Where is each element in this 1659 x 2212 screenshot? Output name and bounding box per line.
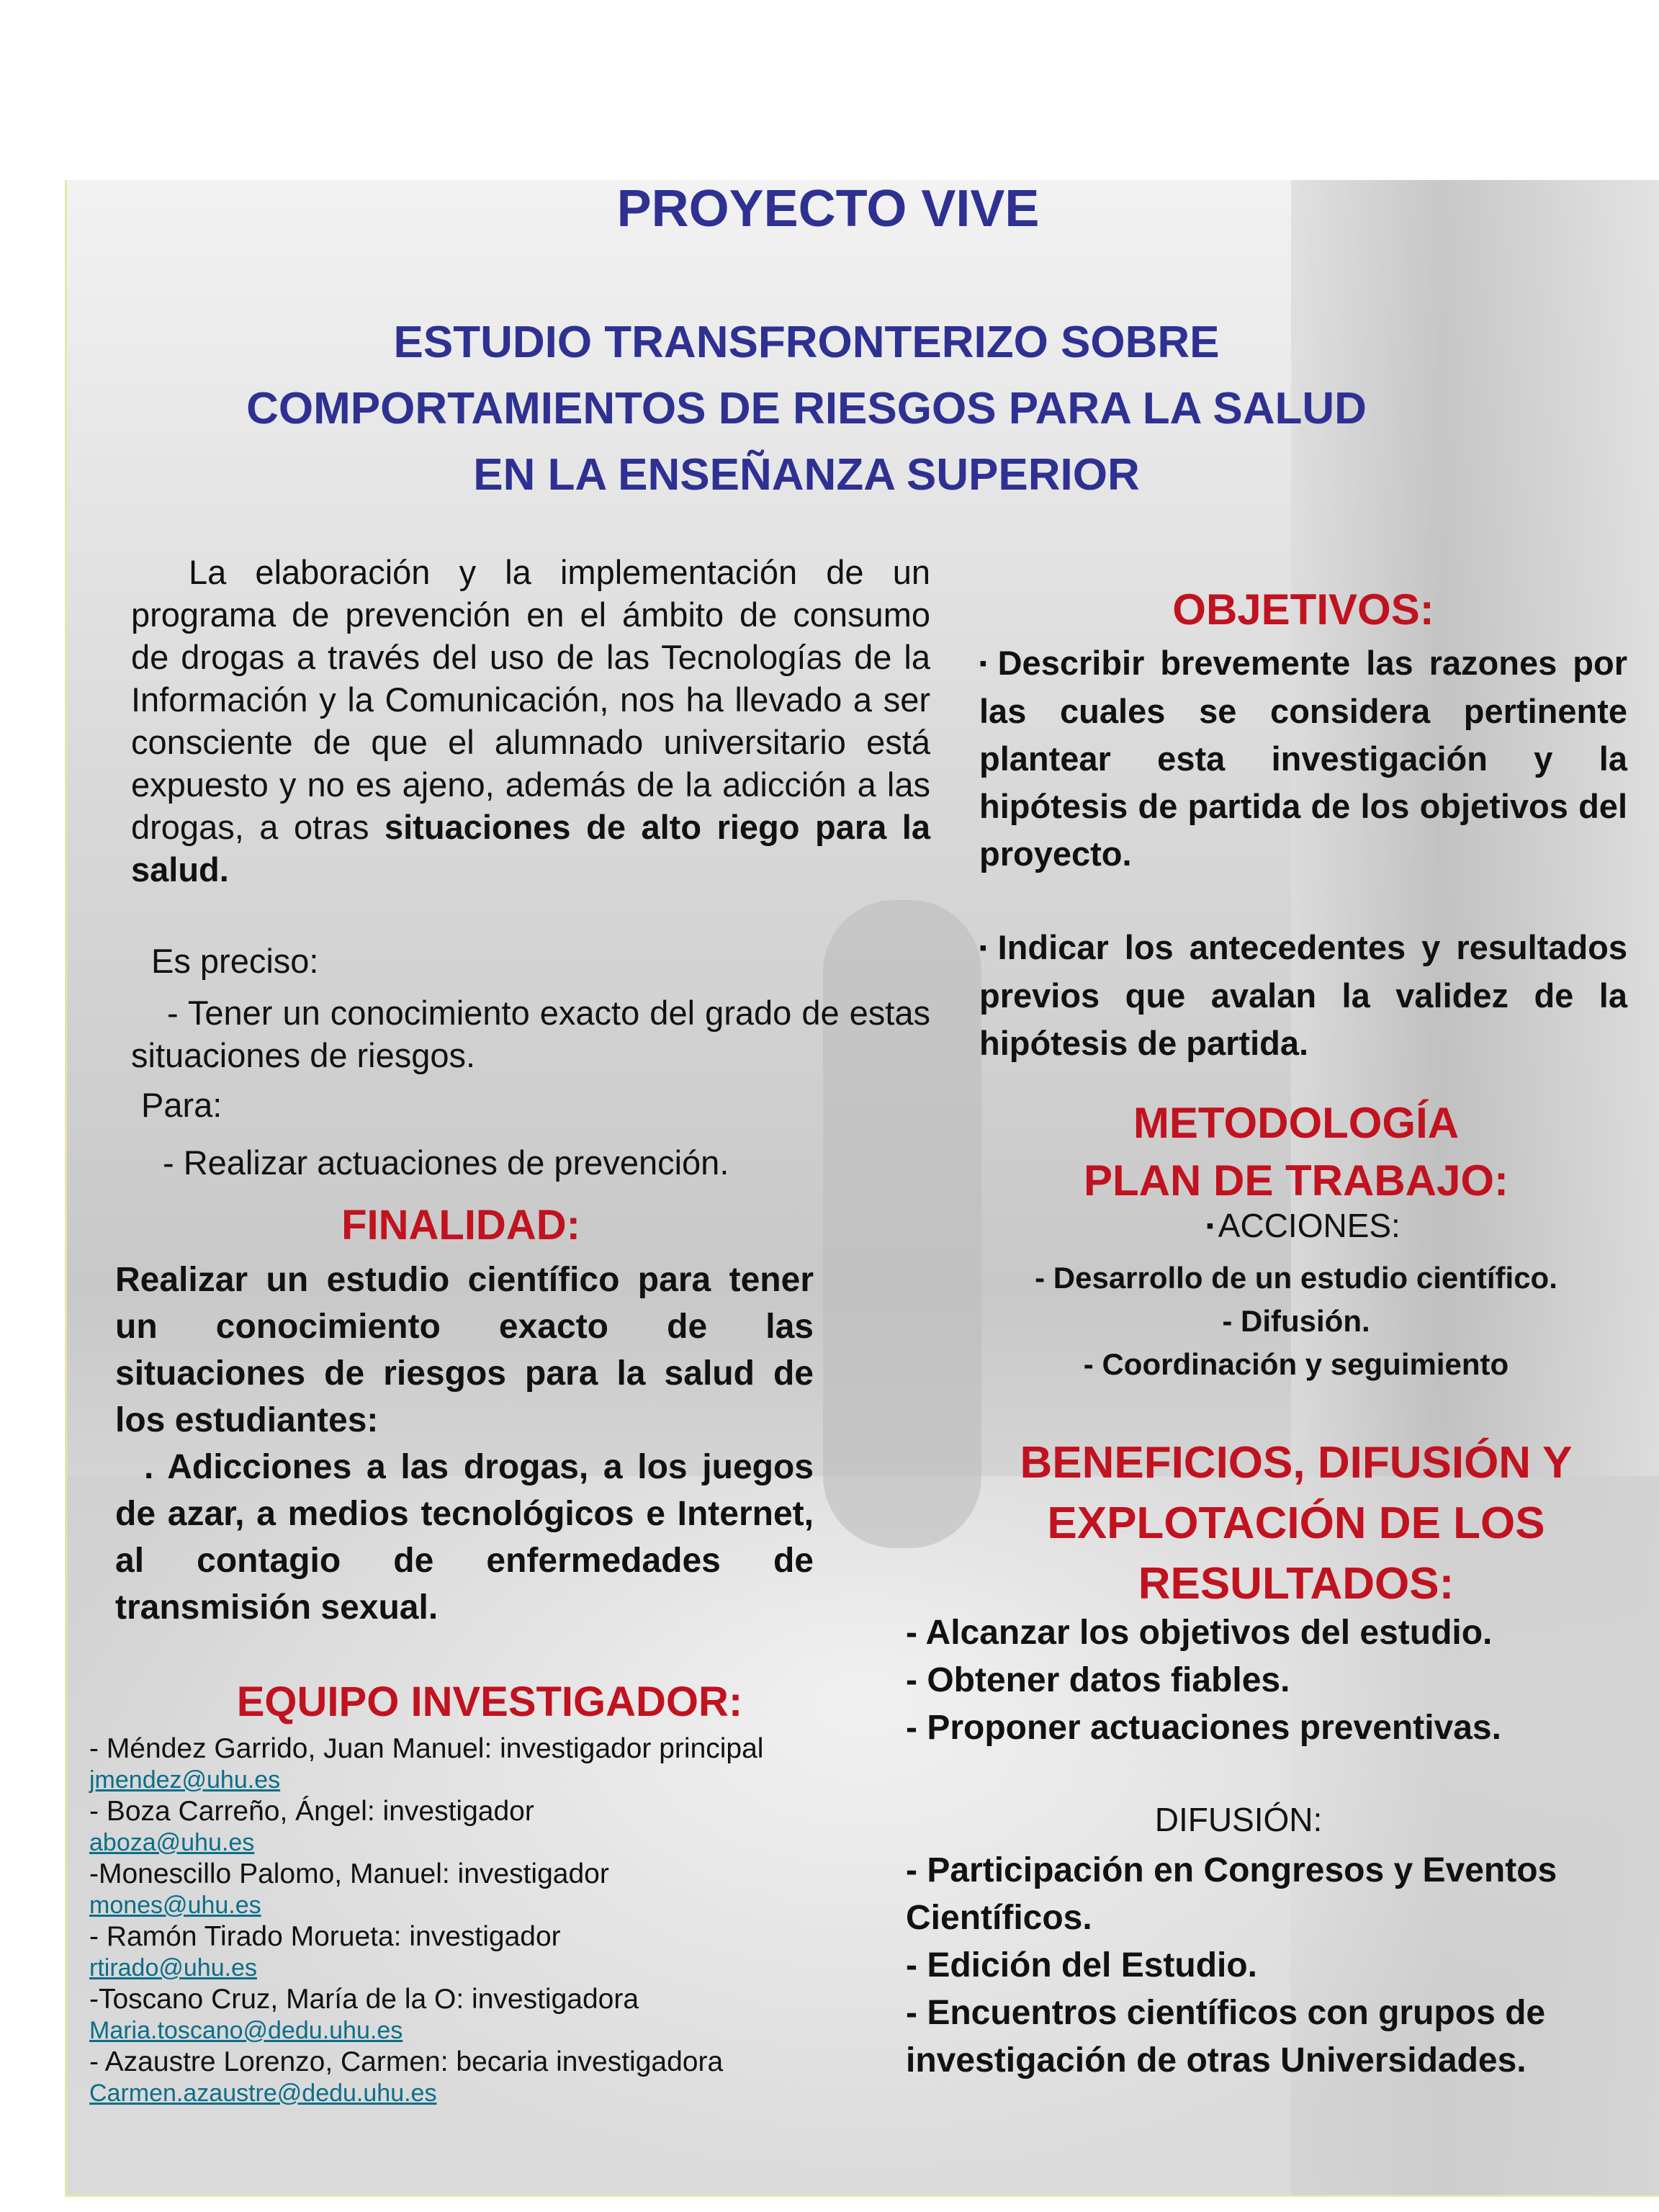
bullet-square-icon: ▪ bbox=[979, 936, 994, 960]
finalidad-item: . Adicciones a las drogas, a los juegos de azar, a medios tecnológicos e Internet, al contagio de enfermedades de transmisión sexual. bbox=[115, 1448, 814, 1627]
subtitle-line-1: ESTUDIO TRANSFRONTERIZO SOBRE bbox=[393, 318, 1220, 367]
intro-text-bold: situaciones de alto riego para la salud. bbox=[131, 808, 930, 889]
accion-item: - Coordinación y seguimiento bbox=[1083, 1347, 1509, 1381]
equipo-heading: EQUIPO INVESTIGADOR: bbox=[236, 1678, 743, 1725]
objetivos-heading: OBJETIVOS: bbox=[1172, 585, 1434, 634]
team-member-email[interactable]: rtirado@uhu.es bbox=[89, 1954, 257, 1982]
accion-item: - Difusión. bbox=[1222, 1304, 1370, 1338]
difusion-item: - Encuentros científicos con grupos de investigación de otras Universidades. bbox=[906, 1994, 1546, 2080]
team-member-email[interactable]: Carmen.azaustre@dedu.uhu.es bbox=[89, 2080, 437, 2107]
acciones-list bbox=[958, 1256, 1635, 1386]
es-preciso-label: Es preciso: bbox=[151, 942, 319, 980]
finalidad-text: Realizar un estudio científico para tener un conocimiento exacto de las situaciones de riesgos para la salud de los estudiantes: bbox=[115, 1261, 814, 1439]
objetivos-item-2: ▪ Indicar los antecedentes y resultados previos que avalan la validez de la hipótesis de partida. bbox=[979, 928, 1627, 1062]
difusion-list bbox=[906, 1847, 1647, 2085]
beneficios-heading: BENEFICIOS, DIFUSIÓN Y EXPLOTACIÓN DE LOS RESULTADOS: bbox=[1020, 1438, 1573, 1609]
team-member-email[interactable]: aboza@uhu.es bbox=[89, 1829, 255, 1856]
subtitle-line-2: COMPORTAMIENTOS DE RIESGOS PARA LA SALUD bbox=[246, 384, 1367, 433]
objetivos-item-1: ▪ Describir brevemente las razones por las cuales se considera pertinente plantear esta investigación y la hipótesis de partida de los objetivos del proyecto. bbox=[979, 644, 1627, 873]
beneficios-list bbox=[906, 1609, 1655, 1752]
para-label: Para: bbox=[141, 1086, 222, 1124]
beneficio-item: - Alcanzar los objetivos del estudio. bbox=[906, 1614, 1493, 1652]
beneficio-item: - Obtener datos fiables. bbox=[906, 1661, 1290, 1699]
team-member-name: -Toscano Cruz, María de la O: investigadora bbox=[89, 1984, 639, 2015]
subtitle-line-3: EN LA ENSEÑANZA SUPERIOR bbox=[473, 450, 1140, 500]
es-preciso-item: - Tener un conocimiento exacto del grado de estas situaciones de riesgos. bbox=[131, 994, 930, 1074]
team-member-name: - Méndez Garrido, Juan Manuel: investigador principal bbox=[89, 1733, 764, 1764]
team-list bbox=[89, 1732, 953, 2108]
team-member-name: -Monescillo Palomo, Manuel: investigador bbox=[89, 1858, 609, 1889]
team-member-email[interactable]: Maria.toscano@dedu.uhu.es bbox=[89, 2017, 403, 2044]
poster-title: PROYECTO VIVE bbox=[616, 180, 1040, 238]
accion-item: - Desarrollo de un estudio científico. bbox=[1035, 1261, 1557, 1295]
poster-subtitle bbox=[101, 310, 1512, 508]
beneficio-item: - Proponer actuaciones preventivas. bbox=[906, 1709, 1501, 1747]
difusion-item: - Participación en Congresos y Eventos Científicos. bbox=[906, 1851, 1557, 1937]
difusion-heading: DIFUSIÓN: bbox=[1154, 1801, 1323, 1838]
para-item: - Realizar actuaciones de prevención. bbox=[163, 1143, 729, 1182]
intro-text: La elaboración y la implementación de un programa de prevención en el ámbito de consumo de drogas a través del uso de las Tecnologías de la Información y la Comunicación, nos ha llevado a ser consciente de que el alumnado universitario está expuesto y no es ajeno, además de la adicción a las drogas, a otras bbox=[131, 553, 930, 846]
difusion-item: - Edición del Estudio. bbox=[906, 1946, 1258, 1984]
team-member-name: - Azaustre Lorenzo, Carmen: becaria investigadora bbox=[89, 2046, 724, 2077]
finalidad-heading: FINALIDAD: bbox=[341, 1202, 580, 1249]
bullet-square-icon: ▪ bbox=[979, 652, 994, 675]
bullet-square-icon: ▪ bbox=[1206, 1214, 1214, 1238]
team-member-name: - Boza Carreño, Ángel: investigador bbox=[89, 1796, 534, 1827]
intro-paragraph bbox=[131, 551, 930, 891]
acciones-label: ▪ ACCIONES: bbox=[1206, 1207, 1401, 1244]
team-member-email[interactable]: jmendez@uhu.es bbox=[89, 1766, 281, 1794]
team-member-name: - Ramón Tirado Morueta: investigador bbox=[89, 1921, 561, 1952]
metodologia-heading: METODOLOGÍA PLAN DE TRABAJO: bbox=[1083, 1099, 1509, 1205]
team-member-email[interactable]: mones@uhu.es bbox=[89, 1892, 261, 1919]
